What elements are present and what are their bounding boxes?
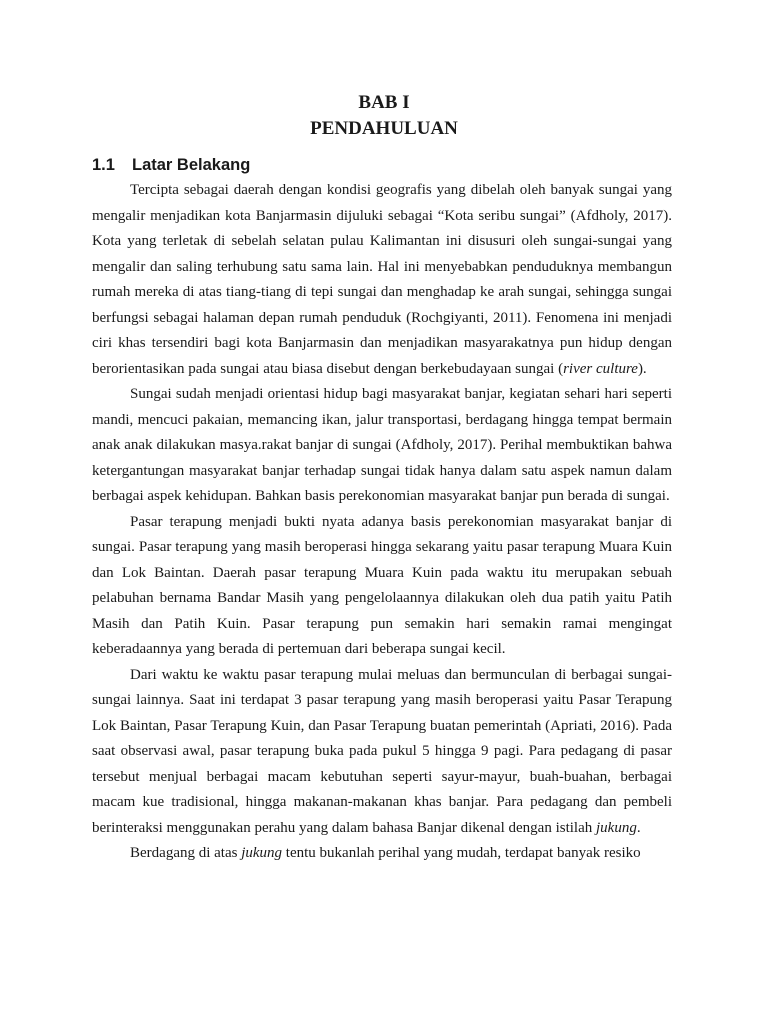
paragraph-text: Pasar terapung menjadi bukti nyata adanya basis perekonomian masyarakat banjar di sungai. Pasar terapung yang masih beroperasi hingga sekarang yaitu pasar terapung Muara Kuin dan Lok Baintan. Daerah pasar terapung Muara Kuin pada waktu itu merupakan sebuah pelabuhan bernama Bandar Masih yang pengelolaannya dilakukan oleh dua patih yaitu Patih Masih dan Patih Kuin. Pasar terapung pun semakin hari semakin ramai mengingat keberadaannya yang berada di pertemuan dari beberapa sungai kecil. <box>92 513 672 657</box>
paragraph-1 <box>92 178 672 382</box>
paragraph-text: ). <box>637 360 647 377</box>
italic-term: jukung <box>596 819 637 836</box>
paragraph-text: Tercipta sebagai daerah dengan kondisi geografis yang dibelah oleh banyak sungai yang mengalir menjadikan kota Banjarmasin dijuluki sebagai “Kota seribu sungai” (Afdholy, 2017). Kota yang terletak di sebelah selatan pulau Kalimantan ini disusuri oleh sungai-sungai yang mengalir dan saling terhubung satu sama lain. Hal ini menyebabkan penduduknya membangun rumah mereka di atas tiang-tiang di tepi sungai dan menghadap ke arah sungai, sehingga sungai berfungsi sebagai halaman depan rumah penduduk (Rochgiyanti, 2011). Fenomena ini menjadi ciri khas tersendiri bagi kota Banjarmasin dan menjadikan masyarakatnya pun hidup dengan berorientasikan pada sungai atau biasa disebut dengan berkebudayaan sungai ( <box>92 182 672 377</box>
paragraph-text: Sungai sudah menjadi orientasi hidup bagi masyarakat banjar, kegiatan sehari hari seperti mandi, mencuci pakaian, memancing ikan, jalur transportasi, berdagang hingga tempat bermain anak anak dilakukan masya.rakat banjar di sungai (Afdholy, 2017). Perihal membuktikan bahwa ketergantungan masyarakat banjar terhadap sungai tidak hanya dalam satu aspek namun dalam berbagai aspek kehidupan. Bahkan basis perekonomian masyarakat banjar pun berada di sungai. <box>92 386 672 504</box>
italic-term: jukung <box>241 845 283 861</box>
paragraph-text: Berdagang di atas <box>130 845 242 861</box>
chapter-title: PENDAHULUAN <box>310 118 458 139</box>
paragraph-5 <box>92 841 672 867</box>
paragraph-text: . <box>636 819 641 836</box>
paragraph-2 <box>92 382 672 510</box>
paragraph-text: tentu bukanlah perihal yang mudah, terdapat banyak resiko <box>282 845 641 861</box>
section-heading <box>92 156 250 175</box>
paragraph-text: Dari waktu ke waktu pasar terapung mulai meluas dan bermunculan di berbagai sungai-sungai lainnya. Saat ini terdapat 3 pasar terapung yang masih beroperasi yaitu Pasar Terapung Lok Baintan, Pasar Terapung Kuin, dan Pasar Terapung buatan pemerintah (Apriati, 2016). Pada saat observasi awal, pasar terapung buka pada pukul 5 hingga 9 pagi. Para pedagang di pasar tersebut menjual berbagai macam kebutuhan seperti sayur-mayur, buah-buahan, berbagai macam kue tradisional, hingga makanan-makanan khas banjar. Para pedagang dan pembeli berinteraksi menggunakan perahu yang dalam bahasa Banjar dikenal dengan istilah <box>92 666 672 836</box>
body-text <box>92 178 672 867</box>
section-number: 1.1 <box>92 156 115 174</box>
paragraph-4 <box>92 663 672 842</box>
paragraph-3 <box>92 510 672 663</box>
chapter-heading <box>0 90 768 142</box>
section-title: Latar Belakang <box>132 156 251 174</box>
italic-term: river culture <box>563 360 638 377</box>
chapter-number: BAB I <box>358 92 410 113</box>
